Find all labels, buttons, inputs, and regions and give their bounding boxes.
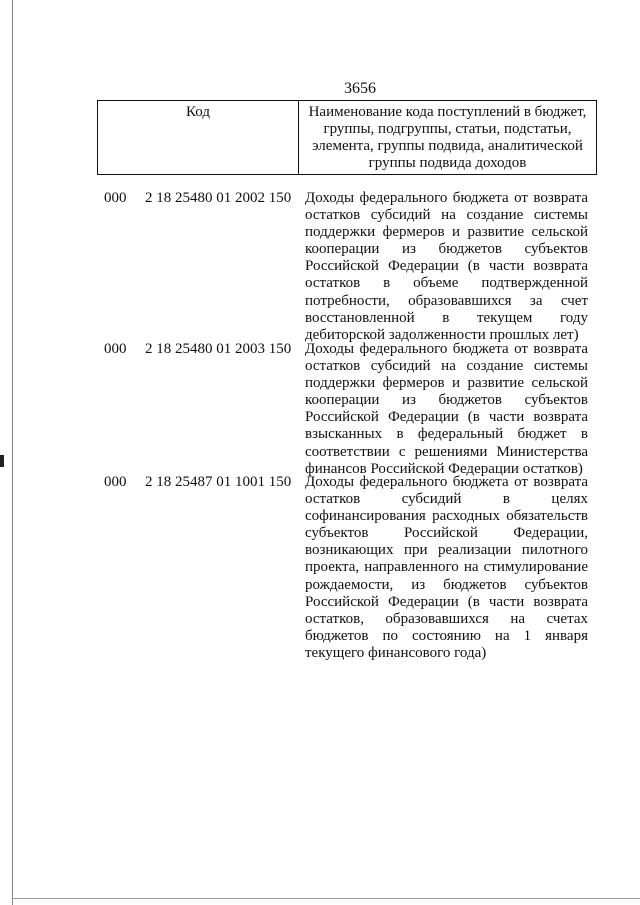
row-income-code: 2 18 25480 01 2002 150: [145, 190, 292, 206]
page-left-edge: [12, 0, 13, 905]
row-admin-code: 000: [104, 190, 127, 206]
row-description: Доходы федерального бюджета от возврата остатков субсидий в целях софинансирования расходных обязательств субъектов Российской Федерации, возникающих при реализации пилотного проекта, направленного на стимулирование рождаемости, из бюджетов субъектов Российской Федерации (в части возврата остатков, образовавшихся на счетах бюджетов по состоянию на 1 января текущего финансового года): [305, 474, 588, 661]
margin-mark: [0, 455, 4, 467]
header-name-label: Наименование кода поступлений в бюджет, группы, подгруппы, статьи, подстатьи, элемента, группы подвида, аналитической группы подвида доходов: [308, 104, 587, 171]
row-admin-code: 000: [104, 341, 127, 357]
row-income-code: 2 18 25480 01 2003 150: [145, 341, 292, 357]
table-header: [97, 100, 597, 175]
row-description: Доходы федерального бюджета от возврата остатков субсидий на создание системы поддержки фермеров и развитие сельской кооперации из бюджетов субъектов Российской Федерации (в части возврата взысканных в федеральный бюджет в соответствии с решениями Министерства финансов Российской Федерации остатков): [305, 341, 588, 477]
row-admin-code: 000: [104, 474, 127, 490]
row-income-code: 2 18 25487 01 1001 150: [145, 474, 292, 490]
row-description: Доходы федерального бюджета от возврата остатков субсидий на создание системы поддержки фермеров и развитие сельской кооперации из бюджетов субъектов Российской Федерации (в части возврата остатков в объеме подтвержденной потребности, образовавшихся за счет восстановленной в текущем году дебиторской задолженности прошлых лет): [305, 190, 588, 343]
page-bottom-edge: [12, 898, 640, 899]
header-code-label: Код: [98, 101, 299, 174]
page-number: 3656: [344, 80, 376, 97]
